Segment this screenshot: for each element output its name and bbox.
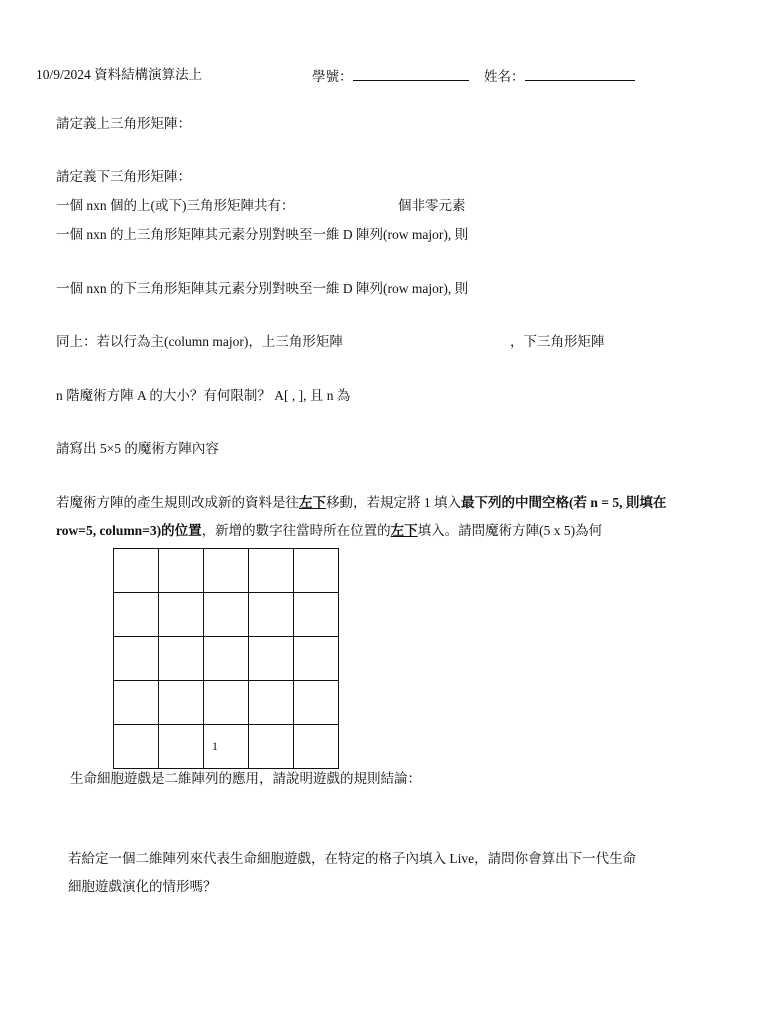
- grid-cell[interactable]: [114, 593, 159, 637]
- question-magic-rule-line2: row=5, column=3)的位置，新增的數字往當時所在位置的左下填入。請問魔術方陣(5 x 5)為何: [56, 523, 603, 538]
- grid-cell[interactable]: [249, 681, 294, 725]
- student-id-blank[interactable]: [353, 66, 469, 81]
- magic-square-grid: [113, 548, 339, 769]
- grid-row: [114, 681, 339, 725]
- question-magic-square-size: n 階魔術方陣 A 的大小？有何限制？ A[ , ], 且 n 為: [56, 388, 351, 403]
- grid-cell[interactable]: [159, 549, 204, 593]
- grid-cell[interactable]: [294, 637, 339, 681]
- question-game-of-life-next-gen-line1: 若給定一個二維陣列來代表生命細胞遊戲，在特定的格子內填入 Live，請問你會算出下一代生命: [68, 851, 637, 866]
- grid-cell[interactable]: 1: [204, 725, 249, 769]
- question-upper-row-major: 一個 nxn 的上三角形矩陣其元素分別對映至一維 D 陣列(row major), 則: [56, 227, 469, 242]
- grid-cell[interactable]: [249, 593, 294, 637]
- grid-cell[interactable]: [294, 593, 339, 637]
- grid-cell[interactable]: [294, 725, 339, 769]
- grid-cell[interactable]: [294, 549, 339, 593]
- grid-row: [114, 637, 339, 681]
- grid-row: [114, 725, 339, 769]
- student-id-field[interactable]: [312, 66, 469, 86]
- grid-row: [114, 593, 339, 637]
- grid-cell[interactable]: [114, 549, 159, 593]
- question-lower-row-major: 一個 nxn 的下三角形矩陣其元素分別對映至一維 D 陣列(row major), 則: [56, 281, 469, 296]
- name-blank[interactable]: [525, 66, 635, 81]
- question-column-major-a: 同上：若以行為主(column major)，上三角形矩陣: [56, 334, 343, 349]
- grid-cell[interactable]: [249, 549, 294, 593]
- grid-cell[interactable]: [204, 637, 249, 681]
- question-game-of-life-rules: 生命細胞遊戲是二維陣列的應用，請說明遊戲的規則結論：: [70, 771, 421, 786]
- grid-cell[interactable]: [159, 637, 204, 681]
- question-nonzero-count-a: 一個 nxn 個的上(或下)三角形矩陣共有：: [56, 198, 295, 213]
- grid-cell[interactable]: [204, 549, 249, 593]
- grid-cell[interactable]: [114, 637, 159, 681]
- grid-cell[interactable]: [114, 681, 159, 725]
- grid-cell[interactable]: [204, 593, 249, 637]
- header-date-course: 10/9/2024 資料結構演算法上: [36, 67, 203, 82]
- question-lower-triangular: 請定義下三角形矩陣：: [56, 169, 191, 184]
- grid-cell[interactable]: [159, 593, 204, 637]
- grid-cell[interactable]: [249, 725, 294, 769]
- question-magic-rule-line1: 若魔術方陣的產生規則改成新的資料是往左下移動，若規定將 1 填入最下列的中間空格(若 n = 5, 則填在: [56, 495, 667, 510]
- grid-cell[interactable]: [159, 681, 204, 725]
- student-id-label: 學號：: [312, 69, 353, 84]
- question-nonzero-count-b: 個非零元素: [398, 198, 466, 213]
- grid-cell[interactable]: [294, 681, 339, 725]
- name-label: 姓名：: [484, 69, 525, 84]
- grid-row: [114, 549, 339, 593]
- question-game-of-life-next-gen-line2: 細胞遊戲演化的情形嗎？: [68, 879, 217, 894]
- question-column-major-b: ，下三角形矩陣: [510, 334, 605, 349]
- grid-cell[interactable]: [114, 725, 159, 769]
- name-field[interactable]: [484, 66, 635, 86]
- question-upper-triangular: 請定義上三角形矩陣：: [56, 116, 191, 131]
- grid-cell[interactable]: [159, 725, 204, 769]
- question-magic-square-5x5: 請寫出 5×5 的魔術方陣內容: [56, 441, 219, 456]
- grid-cell[interactable]: [204, 681, 249, 725]
- grid-cell[interactable]: [249, 637, 294, 681]
